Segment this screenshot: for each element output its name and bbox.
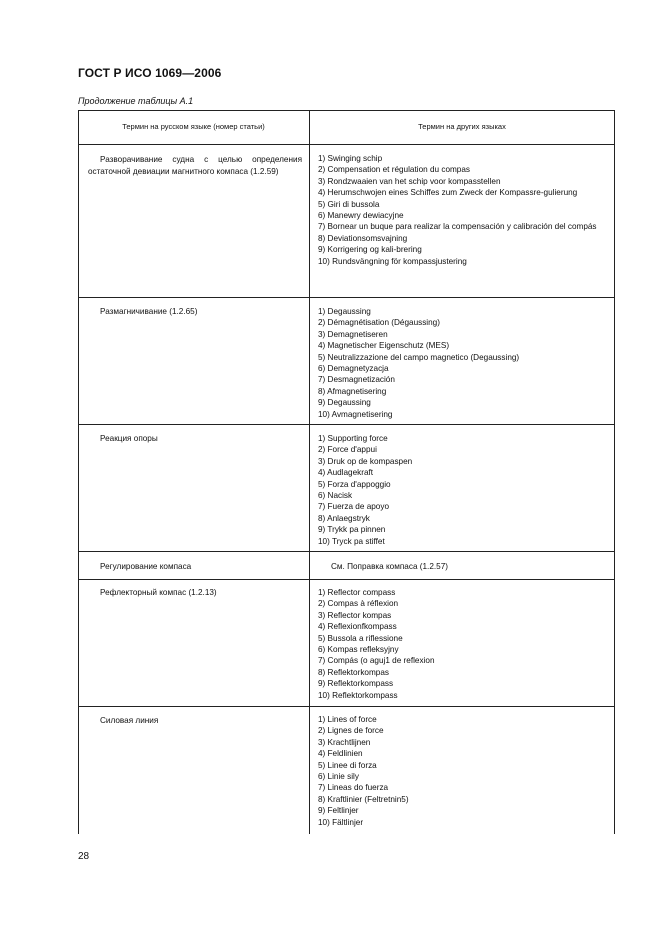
translation-item: 2) Lignes de force bbox=[318, 726, 384, 736]
table-border-top bbox=[78, 110, 615, 111]
russian-term: Рефлекторный компас (1.2.13) bbox=[100, 588, 217, 597]
translation-item: 4) Reflexionfkompass bbox=[318, 622, 397, 632]
column-header-russian: Термин на русском языке (номер статьи) bbox=[122, 122, 265, 131]
translation-item: 9) Degaussing bbox=[318, 398, 371, 408]
translation-item: 10) Reflektorkompass bbox=[318, 690, 398, 700]
table-border-left bbox=[78, 110, 79, 834]
translation-item: 8) Anlaegstryk bbox=[318, 513, 370, 523]
translation-item: 9) Korrigering og kali-brering bbox=[318, 245, 422, 255]
cross-reference: См. Поправка компаса (1.2.57) bbox=[331, 562, 448, 571]
row-divider bbox=[78, 297, 615, 298]
translation-item: 3) Demagnetiseren bbox=[318, 329, 388, 339]
translation-list bbox=[318, 433, 608, 547]
translation-list bbox=[318, 714, 608, 828]
row-divider bbox=[78, 551, 615, 552]
translation-item: 8) Kraftlinier (Feltretnin5) bbox=[318, 794, 409, 804]
translation-item: 4) Audlagekraft bbox=[318, 468, 374, 478]
translation-item: 8) Afmagnetisering bbox=[318, 386, 387, 396]
translation-item: 5) Giri di bussola bbox=[318, 199, 380, 209]
translation-item: 9) Trykk pa pinnen bbox=[318, 525, 386, 535]
translation-item: 4) Feldlinien bbox=[318, 749, 363, 759]
russian-term: Реакция опоры bbox=[100, 434, 158, 443]
terms-table bbox=[78, 110, 615, 834]
translation-item: 2) Démagnétisation (Dégaussing) bbox=[318, 318, 440, 328]
translation-item: 3) Druk op de kompaspen bbox=[318, 456, 413, 466]
translation-item: 9) Feltlinjer bbox=[318, 806, 359, 816]
russian-term: Размагничивание (1.2.65) bbox=[100, 307, 198, 316]
translation-item: 9) Reflektorkompass bbox=[318, 679, 394, 689]
translation-item: 7) Lineas do fuerza bbox=[318, 783, 389, 793]
translation-item: 3) Krachtlijnen bbox=[318, 737, 371, 747]
translation-item: 1) Degaussing bbox=[318, 307, 371, 316]
translation-item: 10) Fältlinjer bbox=[318, 817, 364, 827]
translation-item: 3) Reflector kompas bbox=[318, 610, 392, 620]
column-header-other-languages: Термин на других языках bbox=[418, 122, 506, 131]
row-divider bbox=[78, 579, 615, 580]
translation-item: 10) Rundsvängning för kompassjustering bbox=[318, 256, 467, 266]
table-continuation-caption: Продолжение таблицы А.1 bbox=[78, 96, 194, 106]
translation-item: 5) Linee di forza bbox=[318, 760, 377, 770]
standard-title: ГОСТ Р ИСО 1069—2006 bbox=[78, 66, 222, 80]
russian-term: Силовая линия bbox=[100, 716, 159, 725]
translation-item: 2) Compensation et régulation du compas bbox=[318, 165, 471, 175]
translation-item: 4) Magnetischer Eigenschutz (MES) bbox=[318, 341, 450, 351]
translation-item: 4) Herumschwojen eines Schiffes zum Zweck der Kompassre-gulierung bbox=[318, 188, 578, 198]
translation-item: 2) Compas à réflexion bbox=[318, 599, 399, 609]
translation-item: 5) Neutralizzazione del campo magnetico (Degaussing) bbox=[318, 352, 520, 362]
translation-item: 1) Supporting force bbox=[318, 434, 388, 443]
translation-item: 7) Bornear un buque para realizar la compensación y calibración del compás bbox=[318, 222, 597, 232]
translation-item: 5) Forza d'appoggio bbox=[318, 479, 391, 489]
translation-list bbox=[331, 561, 621, 572]
translation-item: 7) Compás (o aguj1 de reflexion bbox=[318, 656, 435, 666]
translation-item: 6) Manewry dewiacyjne bbox=[318, 211, 404, 221]
translation-item: 7) Desmagnetización bbox=[318, 375, 395, 385]
translation-item: 10) Tryck pa stiffet bbox=[318, 536, 385, 546]
translation-item: 5) Bussola a riflessione bbox=[318, 633, 403, 643]
translation-item: 6) Demagnetyzacja bbox=[318, 364, 389, 374]
translation-item: 2) Force d'appui bbox=[318, 445, 377, 455]
translation-item: 8) Reflektorkompas bbox=[318, 667, 389, 677]
table-border-right bbox=[614, 110, 615, 834]
translation-item: 3) Rondzwaaien van het schip voor kompasstellen bbox=[318, 176, 501, 186]
russian-term: Регулирование компаса bbox=[100, 562, 192, 571]
translation-item: 7) Fuerza de apoyo bbox=[318, 502, 390, 512]
header-row-divider bbox=[78, 144, 615, 145]
translation-item: 1) Swinging schip bbox=[318, 154, 383, 163]
table-column-divider bbox=[309, 110, 310, 834]
translation-item: 6) Nacisk bbox=[318, 491, 353, 501]
translation-item: 8) Deviationsomsvajning bbox=[318, 233, 408, 243]
translation-item: 1) Reflector compass bbox=[318, 588, 396, 597]
translation-item: 6) Linie sily bbox=[318, 772, 359, 782]
russian-term: Разворачивание судна с целью определения остаточной девиации магнитного компаса (1.2.59) bbox=[88, 155, 302, 176]
translation-list bbox=[318, 587, 608, 701]
row-divider bbox=[78, 706, 615, 707]
translation-list bbox=[318, 306, 608, 420]
row-divider bbox=[78, 424, 615, 425]
translation-list bbox=[318, 153, 608, 267]
translation-item: 1) Lines of force bbox=[318, 715, 377, 724]
translation-item: 6) Kompas refleksyjny bbox=[318, 645, 399, 655]
translation-item: 10) Avmagnetisering bbox=[318, 409, 393, 419]
page-number: 28 bbox=[78, 851, 90, 862]
